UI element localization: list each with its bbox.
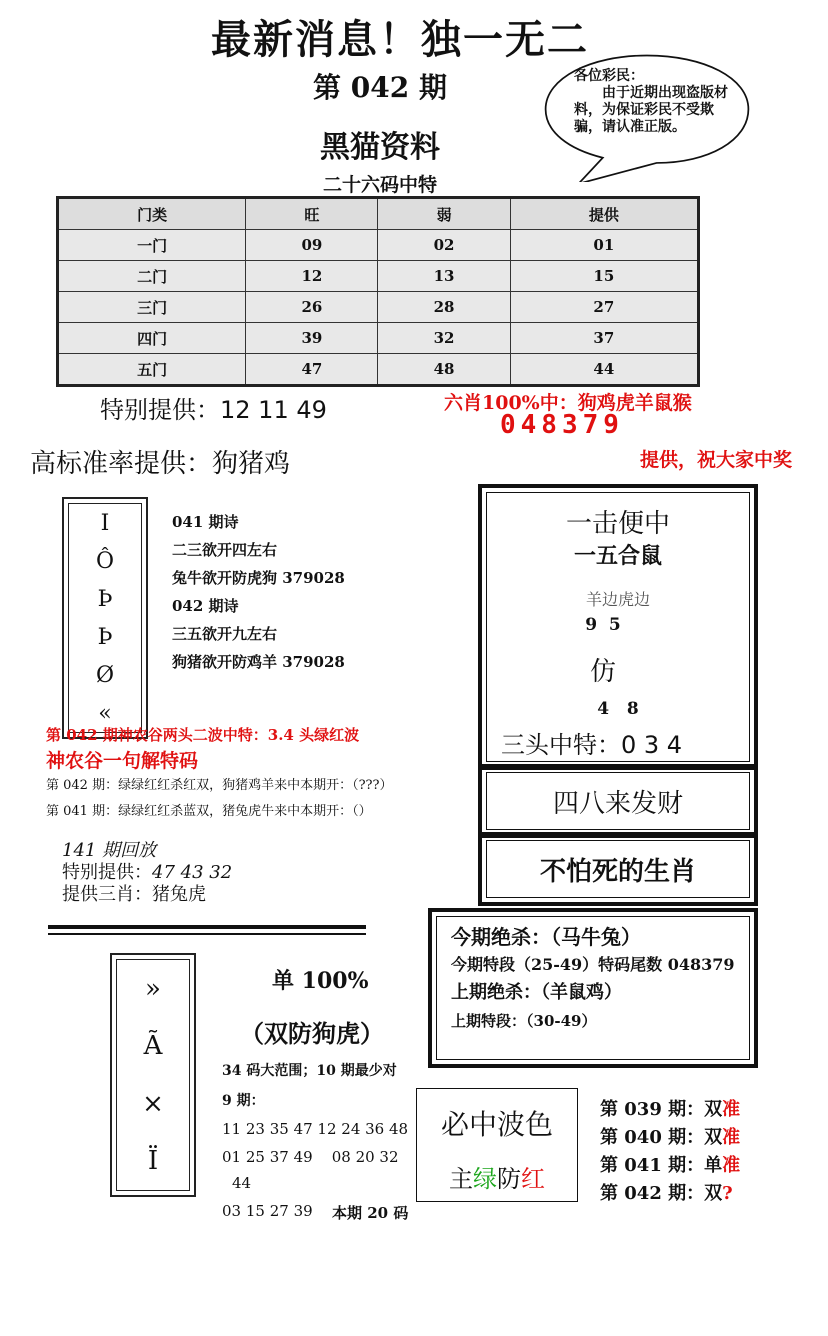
row-label: 三门 (58, 292, 246, 323)
wave-red: 红 (521, 1165, 545, 1193)
cell: 44 (510, 354, 698, 386)
kill-box (428, 908, 758, 1068)
big-glyph-box (110, 953, 196, 1197)
fearless-box (478, 832, 758, 906)
poem-line: 041 期诗 (172, 513, 239, 531)
glyph: « (98, 700, 112, 726)
kill-line-3: 上期绝杀：（羊鼠鸡） (451, 982, 622, 1003)
divider-bar (48, 925, 366, 929)
shennong-line-2: 第 041 期：绿绿红红杀蓝双，猪兔虎牛来中本期开：（） (46, 804, 372, 819)
page-title: 最新消息！独一无二 (211, 16, 589, 63)
poem-line: 042 期诗 (172, 597, 239, 615)
history-list (600, 1096, 740, 1208)
high-rate (30, 443, 290, 480)
replay-title: 141 期回放 (62, 840, 157, 861)
hit-title: 一击便中 (565, 509, 670, 539)
row-label: 四门 (58, 323, 246, 354)
history-value: 单 (704, 1155, 723, 1176)
fearless-inner (486, 840, 750, 898)
replay-special-label: 特别提供： (62, 862, 152, 883)
history-mark: 准 (722, 1127, 741, 1148)
special-offer (100, 390, 327, 425)
table-row (58, 261, 699, 292)
six-xiao-wish: 提供，祝大家中奖 (640, 449, 793, 471)
poem-glyph-inner (68, 503, 142, 733)
wave-main: 主 (449, 1165, 473, 1193)
issue-number: 第 042 期 (313, 71, 447, 104)
cell: 12 (246, 261, 378, 292)
kill-line-1: 今期绝杀：（马牛兔） (451, 925, 641, 949)
six-xiao-number: 048379 (500, 410, 624, 440)
table-header-row (58, 198, 699, 230)
poem-line: 狗猪欲开防鸡羊 379028 (172, 653, 345, 671)
page-subtitle: 黑猫资料 (320, 130, 440, 165)
table-row (58, 354, 699, 386)
single-title: 单 100% (272, 968, 369, 994)
numbers-table (56, 196, 700, 387)
replay-block (62, 840, 232, 906)
history-item (600, 1096, 740, 1124)
cell: 47 (246, 354, 378, 386)
replay-special (62, 862, 232, 884)
kill-line-2: 今期特段（25-49）特码尾数 048379 (451, 955, 735, 974)
wave-guard: 防 (497, 1165, 521, 1193)
cell: 02 (378, 230, 510, 261)
history-label: 第 042 期： (600, 1183, 705, 1204)
range-line: 34 码大范围；10 期最少对 (222, 1063, 397, 1079)
cell: 28 (378, 292, 510, 323)
six-xiao-line: 六肖100%中：狗鸡虎羊鼠猴 (444, 392, 692, 414)
hit-box (478, 484, 758, 770)
poem-line: 三五欲开九左右 (172, 625, 278, 643)
special-value: 12 11 49 (220, 396, 327, 424)
wave-green: 绿 (473, 1165, 497, 1193)
cell: 37 (510, 323, 698, 354)
shennong-headline: 第 042 期神农谷两头二波中特：3.4 头绿红波 (46, 726, 360, 744)
wave-box (416, 1088, 578, 1202)
high-value: 狗猪鸡 (212, 449, 291, 479)
hit-box-inner (486, 492, 750, 762)
wave-title: 必中波色 (440, 1108, 553, 1141)
hit-nums-2: 4 8 (597, 699, 639, 719)
glyph: Þ (97, 624, 113, 650)
history-value: 双 (704, 1099, 723, 1120)
table-header: 弱 (378, 198, 510, 230)
range-line-2: 9 期： (222, 1093, 265, 1109)
cell: 27 (510, 292, 698, 323)
table-header: 旺 (246, 198, 378, 230)
glyph: » (145, 973, 161, 1004)
row-label: 一门 (58, 230, 246, 261)
cell: 26 (246, 292, 378, 323)
table-caption: 二十六码中特 (322, 174, 437, 196)
wave-line (417, 1159, 577, 1194)
cell: 15 (510, 261, 698, 292)
special-label: 特别提供： (100, 396, 220, 424)
glyph: Ø (95, 662, 115, 688)
shennong-line-1: 第 042 期：绿绿红红杀红双，狗猪鸡羊来中本期开：（???） (46, 778, 393, 793)
cell: 48 (378, 354, 510, 386)
history-label: 第 040 期： (600, 1127, 705, 1148)
nums-line: 03 15 27 39 (222, 1202, 313, 1220)
glyph: Þ (97, 586, 113, 612)
nums-line: 11 23 35 47 12 24 36 48 (222, 1120, 409, 1138)
divider-bar-thin (48, 933, 366, 935)
poem-line: 二三欲开四左右 (172, 541, 278, 559)
replay-three: 提供三肖：猪兔虎 (62, 884, 206, 905)
shennong-title: 神农谷一句解特码 (46, 750, 199, 772)
cell: 13 (378, 261, 510, 292)
hit-sub: 一五合鼠 (573, 543, 662, 569)
history-item (600, 1152, 740, 1180)
bubble-text (574, 68, 734, 136)
cell: 32 (378, 323, 510, 354)
history-value: 双 (704, 1127, 723, 1148)
history-label: 第 041 期： (600, 1155, 705, 1176)
fortune-box (478, 764, 758, 838)
fearless-text: 不怕死的生肖 (539, 856, 696, 887)
history-mark: ? (722, 1183, 733, 1204)
nums-tail: 本期 20 码 (332, 1204, 409, 1222)
high-label: 高标准率提供： (30, 449, 213, 479)
replay-special-value: 47 43 32 (152, 862, 233, 883)
cell: 09 (246, 230, 378, 261)
fortune-inner (486, 772, 750, 830)
poem-line: 兔牛欲开防虎狗 379028 (172, 569, 345, 587)
table-row (58, 230, 699, 261)
glyph: Ï (147, 1146, 159, 1177)
single-guard: （双防狗虎） (240, 1019, 384, 1048)
table-header: 门类 (58, 198, 246, 230)
poem-glyph-box (62, 497, 148, 739)
glyph: Ô (95, 548, 115, 574)
glyph: Ã (143, 1031, 163, 1062)
history-value: 双 (704, 1183, 723, 1204)
cell: 39 (246, 323, 378, 354)
history-mark: 准 (722, 1155, 741, 1176)
fortune-text: 四八来发财 (552, 788, 683, 819)
kill-line-4: 上期特段：（30-49） (451, 1012, 597, 1030)
table-row (58, 292, 699, 323)
hit-side: 羊边虎边 (585, 590, 650, 609)
bubble-line-2: 由于近期出现盗版材料，为保证彩民不受欺骗，请认准正版。 (574, 85, 728, 135)
hit-tail: 三头中特：0 3 4 (501, 731, 683, 759)
history-item (600, 1180, 740, 1208)
hit-mid: 仿 (589, 657, 616, 687)
history-item (600, 1124, 740, 1152)
poem-block (172, 508, 345, 676)
table-row (58, 323, 699, 354)
hit-nums-1: 9 5 (585, 615, 621, 635)
big-glyph-inner (116, 959, 190, 1191)
glyph: × (142, 1088, 164, 1119)
table-header: 提供 (510, 198, 698, 230)
cell: 01 (510, 230, 698, 261)
row-label: 五门 (58, 354, 246, 386)
bubble-line-1: 各位彩民： (574, 68, 644, 84)
history-mark: 准 (722, 1099, 741, 1120)
nums-line: 44 (232, 1174, 252, 1192)
glyph: I (100, 510, 110, 536)
kill-box-inner (436, 916, 750, 1060)
history-label: 第 039 期： (600, 1099, 705, 1120)
nums-line: 01 25 37 49 08 20 32 (222, 1148, 399, 1166)
row-label: 二门 (58, 261, 246, 292)
